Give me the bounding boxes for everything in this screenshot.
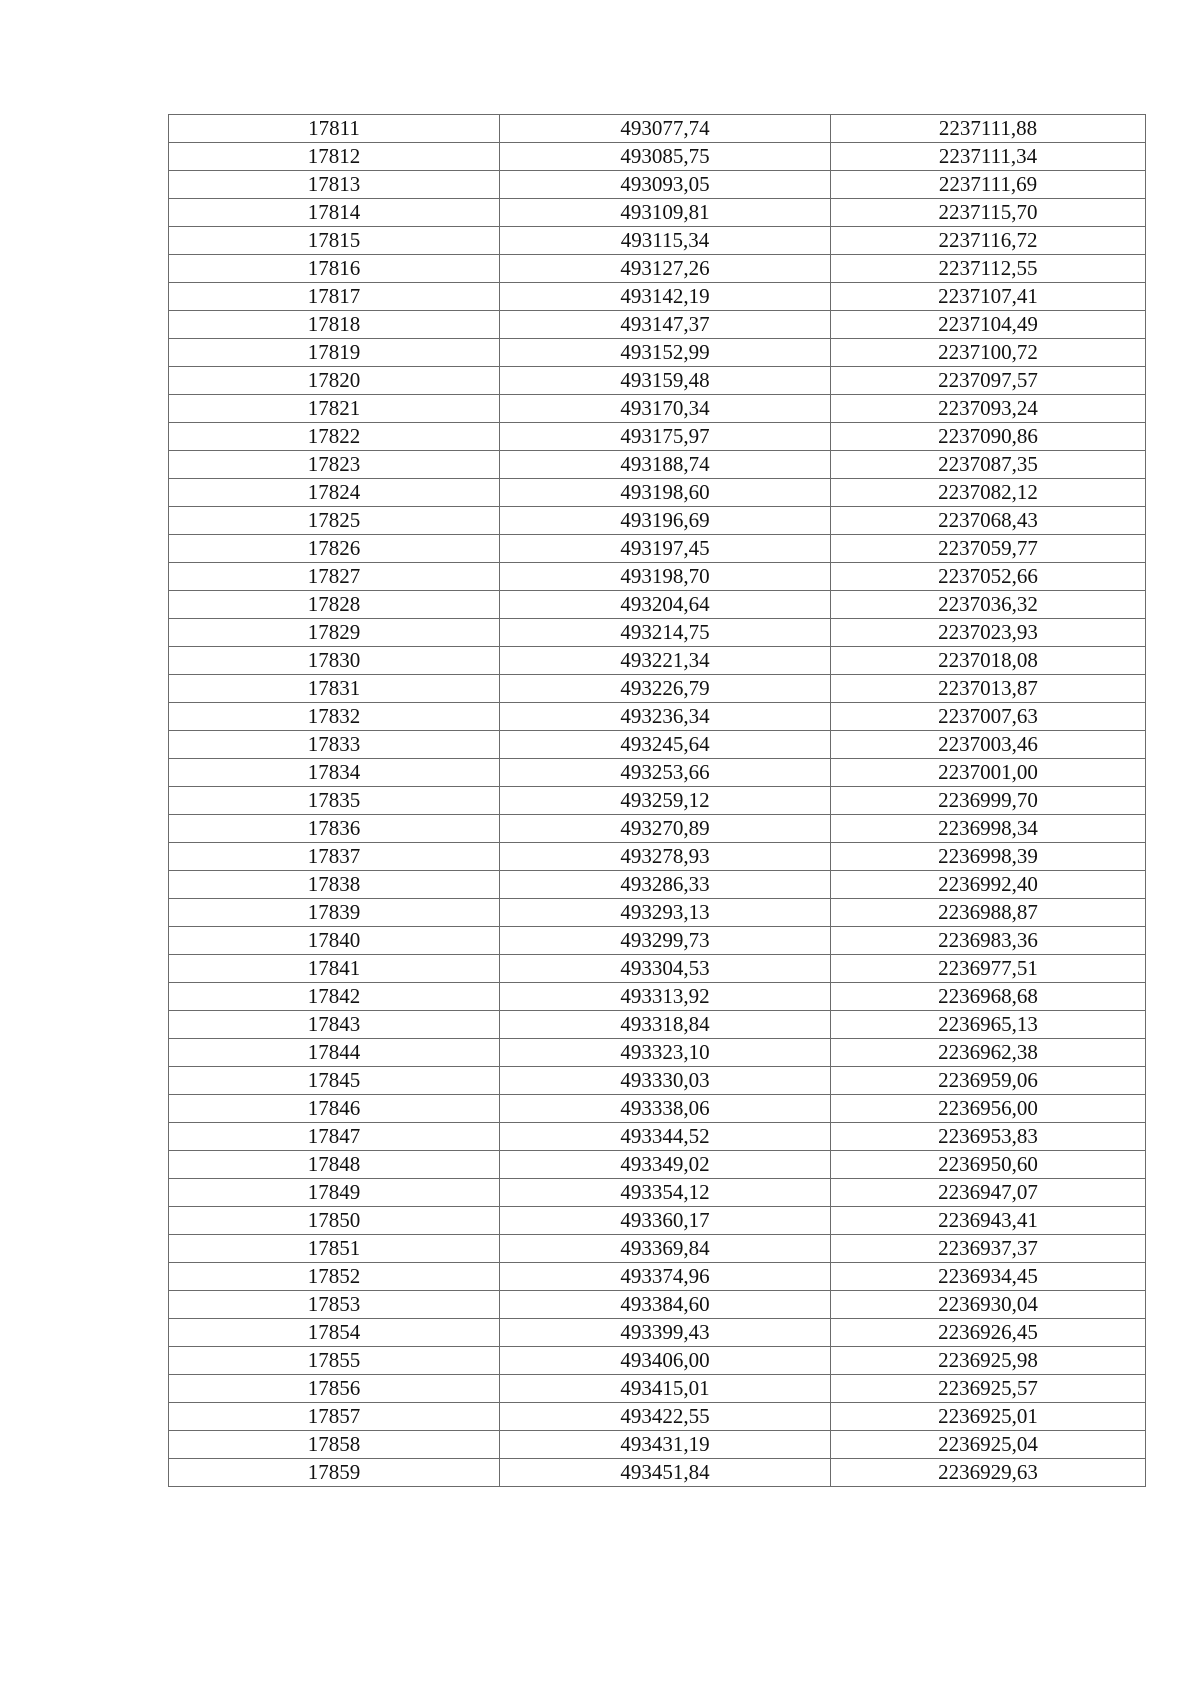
y-coordinate-cell: 2237052,66 xyxy=(831,563,1146,591)
x-coordinate-cell: 493197,45 xyxy=(500,535,831,563)
point-number-cell: 17827 xyxy=(169,563,500,591)
table-row xyxy=(169,1123,1146,1151)
y-coordinate-cell: 2237100,72 xyxy=(831,339,1146,367)
table-row xyxy=(169,1039,1146,1067)
x-coordinate-cell: 493451,84 xyxy=(500,1459,831,1487)
table-row xyxy=(169,563,1146,591)
x-coordinate-cell: 493236,34 xyxy=(500,703,831,731)
x-coordinate-cell: 493384,60 xyxy=(500,1291,831,1319)
y-coordinate-cell: 2237023,93 xyxy=(831,619,1146,647)
y-coordinate-cell: 2236943,41 xyxy=(831,1207,1146,1235)
point-number-cell: 17831 xyxy=(169,675,500,703)
point-number-cell: 17852 xyxy=(169,1263,500,1291)
y-coordinate-cell: 2237111,34 xyxy=(831,143,1146,171)
y-coordinate-cell: 2237059,77 xyxy=(831,535,1146,563)
point-number-cell: 17836 xyxy=(169,815,500,843)
point-number-cell: 17853 xyxy=(169,1291,500,1319)
y-coordinate-cell: 2236925,57 xyxy=(831,1375,1146,1403)
y-coordinate-cell: 2237115,70 xyxy=(831,199,1146,227)
x-coordinate-cell: 493170,34 xyxy=(500,395,831,423)
x-coordinate-cell: 493196,69 xyxy=(500,507,831,535)
y-coordinate-cell: 2236999,70 xyxy=(831,787,1146,815)
y-coordinate-cell: 2237018,08 xyxy=(831,647,1146,675)
x-coordinate-cell: 493330,03 xyxy=(500,1067,831,1095)
y-coordinate-cell: 2237003,46 xyxy=(831,731,1146,759)
table-row xyxy=(169,1459,1146,1487)
y-coordinate-cell: 2236934,45 xyxy=(831,1263,1146,1291)
table-row xyxy=(169,983,1146,1011)
x-coordinate-cell: 493422,55 xyxy=(500,1403,831,1431)
point-number-cell: 17856 xyxy=(169,1375,500,1403)
x-coordinate-cell: 493270,89 xyxy=(500,815,831,843)
y-coordinate-cell: 2237001,00 xyxy=(831,759,1146,787)
table-row xyxy=(169,115,1146,143)
y-coordinate-cell: 2237090,86 xyxy=(831,423,1146,451)
x-coordinate-cell: 493253,66 xyxy=(500,759,831,787)
point-number-cell: 17812 xyxy=(169,143,500,171)
x-coordinate-cell: 493152,99 xyxy=(500,339,831,367)
table-row xyxy=(169,1347,1146,1375)
x-coordinate-cell: 493159,48 xyxy=(500,367,831,395)
y-coordinate-cell: 2236998,34 xyxy=(831,815,1146,843)
x-coordinate-cell: 493338,06 xyxy=(500,1095,831,1123)
point-number-cell: 17847 xyxy=(169,1123,500,1151)
y-coordinate-cell: 2237116,72 xyxy=(831,227,1146,255)
x-coordinate-cell: 493323,10 xyxy=(500,1039,831,1067)
table-row xyxy=(169,311,1146,339)
table-row xyxy=(169,787,1146,815)
table-row xyxy=(169,1319,1146,1347)
x-coordinate-cell: 493304,53 xyxy=(500,955,831,983)
y-coordinate-cell: 2237007,63 xyxy=(831,703,1146,731)
point-number-cell: 17835 xyxy=(169,787,500,815)
y-coordinate-cell: 2236925,01 xyxy=(831,1403,1146,1431)
y-coordinate-cell: 2237087,35 xyxy=(831,451,1146,479)
table-row xyxy=(169,395,1146,423)
coordinate-table-body xyxy=(169,115,1146,1487)
table-row xyxy=(169,1067,1146,1095)
point-number-cell: 17817 xyxy=(169,283,500,311)
table-row xyxy=(169,759,1146,787)
point-number-cell: 17813 xyxy=(169,171,500,199)
x-coordinate-cell: 493259,12 xyxy=(500,787,831,815)
point-number-cell: 17839 xyxy=(169,899,500,927)
y-coordinate-cell: 2236983,36 xyxy=(831,927,1146,955)
table-row xyxy=(169,675,1146,703)
table-row xyxy=(169,1011,1146,1039)
x-coordinate-cell: 493188,74 xyxy=(500,451,831,479)
table-row xyxy=(169,199,1146,227)
point-number-cell: 17846 xyxy=(169,1095,500,1123)
table-row xyxy=(169,591,1146,619)
y-coordinate-cell: 2237111,69 xyxy=(831,171,1146,199)
point-number-cell: 17834 xyxy=(169,759,500,787)
point-number-cell: 17819 xyxy=(169,339,500,367)
table-row xyxy=(169,1291,1146,1319)
x-coordinate-cell: 493198,60 xyxy=(500,479,831,507)
table-row xyxy=(169,227,1146,255)
point-number-cell: 17837 xyxy=(169,843,500,871)
y-coordinate-cell: 2236956,00 xyxy=(831,1095,1146,1123)
point-number-cell: 17818 xyxy=(169,311,500,339)
y-coordinate-cell: 2237097,57 xyxy=(831,367,1146,395)
point-number-cell: 17821 xyxy=(169,395,500,423)
y-coordinate-cell: 2236962,38 xyxy=(831,1039,1146,1067)
coordinate-table xyxy=(168,114,1146,1487)
x-coordinate-cell: 493318,84 xyxy=(500,1011,831,1039)
x-coordinate-cell: 493226,79 xyxy=(500,675,831,703)
point-number-cell: 17855 xyxy=(169,1347,500,1375)
point-number-cell: 17849 xyxy=(169,1179,500,1207)
point-number-cell: 17843 xyxy=(169,1011,500,1039)
y-coordinate-cell: 2236925,98 xyxy=(831,1347,1146,1375)
x-coordinate-cell: 493198,70 xyxy=(500,563,831,591)
table-row xyxy=(169,647,1146,675)
y-coordinate-cell: 2237093,24 xyxy=(831,395,1146,423)
x-coordinate-cell: 493286,33 xyxy=(500,871,831,899)
x-coordinate-cell: 493085,75 xyxy=(500,143,831,171)
x-coordinate-cell: 493147,37 xyxy=(500,311,831,339)
point-number-cell: 17828 xyxy=(169,591,500,619)
x-coordinate-cell: 493204,64 xyxy=(500,591,831,619)
point-number-cell: 17832 xyxy=(169,703,500,731)
point-number-cell: 17850 xyxy=(169,1207,500,1235)
y-coordinate-cell: 2236953,83 xyxy=(831,1123,1146,1151)
point-number-cell: 17826 xyxy=(169,535,500,563)
x-coordinate-cell: 493142,19 xyxy=(500,283,831,311)
point-number-cell: 17814 xyxy=(169,199,500,227)
point-number-cell: 17829 xyxy=(169,619,500,647)
table-row xyxy=(169,507,1146,535)
y-coordinate-cell: 2236959,06 xyxy=(831,1067,1146,1095)
y-coordinate-cell: 2236977,51 xyxy=(831,955,1146,983)
table-row xyxy=(169,451,1146,479)
y-coordinate-cell: 2236965,13 xyxy=(831,1011,1146,1039)
x-coordinate-cell: 493127,26 xyxy=(500,255,831,283)
y-coordinate-cell: 2236926,45 xyxy=(831,1319,1146,1347)
point-number-cell: 17844 xyxy=(169,1039,500,1067)
x-coordinate-cell: 493109,81 xyxy=(500,199,831,227)
point-number-cell: 17851 xyxy=(169,1235,500,1263)
y-coordinate-cell: 2237107,41 xyxy=(831,283,1146,311)
y-coordinate-cell: 2236998,39 xyxy=(831,843,1146,871)
x-coordinate-cell: 493360,17 xyxy=(500,1207,831,1235)
table-row xyxy=(169,171,1146,199)
table-row xyxy=(169,899,1146,927)
y-coordinate-cell: 2237111,88 xyxy=(831,115,1146,143)
point-number-cell: 17825 xyxy=(169,507,500,535)
table-row xyxy=(169,1375,1146,1403)
table-row xyxy=(169,339,1146,367)
x-coordinate-cell: 493214,75 xyxy=(500,619,831,647)
table-row xyxy=(169,1403,1146,1431)
table-row xyxy=(169,143,1146,171)
point-number-cell: 17815 xyxy=(169,227,500,255)
table-row xyxy=(169,1179,1146,1207)
x-coordinate-cell: 493115,34 xyxy=(500,227,831,255)
table-row xyxy=(169,255,1146,283)
y-coordinate-cell: 2237104,49 xyxy=(831,311,1146,339)
x-coordinate-cell: 493278,93 xyxy=(500,843,831,871)
table-row xyxy=(169,1263,1146,1291)
y-coordinate-cell: 2236968,68 xyxy=(831,983,1146,1011)
x-coordinate-cell: 493313,92 xyxy=(500,983,831,1011)
point-number-cell: 17822 xyxy=(169,423,500,451)
table-row xyxy=(169,1151,1146,1179)
x-coordinate-cell: 493299,73 xyxy=(500,927,831,955)
x-coordinate-cell: 493349,02 xyxy=(500,1151,831,1179)
point-number-cell: 17842 xyxy=(169,983,500,1011)
table-row xyxy=(169,423,1146,451)
table-row xyxy=(169,703,1146,731)
x-coordinate-cell: 493293,13 xyxy=(500,899,831,927)
table-row xyxy=(169,927,1146,955)
point-number-cell: 17823 xyxy=(169,451,500,479)
point-number-cell: 17811 xyxy=(169,115,500,143)
x-coordinate-cell: 493431,19 xyxy=(500,1431,831,1459)
x-coordinate-cell: 493245,64 xyxy=(500,731,831,759)
point-number-cell: 17824 xyxy=(169,479,500,507)
x-coordinate-cell: 493374,96 xyxy=(500,1263,831,1291)
table-row xyxy=(169,367,1146,395)
y-coordinate-cell: 2236988,87 xyxy=(831,899,1146,927)
point-number-cell: 17854 xyxy=(169,1319,500,1347)
point-number-cell: 17845 xyxy=(169,1067,500,1095)
x-coordinate-cell: 493344,52 xyxy=(500,1123,831,1151)
y-coordinate-cell: 2237068,43 xyxy=(831,507,1146,535)
point-number-cell: 17816 xyxy=(169,255,500,283)
y-coordinate-cell: 2237082,12 xyxy=(831,479,1146,507)
point-number-cell: 17858 xyxy=(169,1431,500,1459)
point-number-cell: 17848 xyxy=(169,1151,500,1179)
table-row xyxy=(169,1207,1146,1235)
table-row xyxy=(169,731,1146,759)
x-coordinate-cell: 493415,01 xyxy=(500,1375,831,1403)
point-number-cell: 17841 xyxy=(169,955,500,983)
table-row xyxy=(169,815,1146,843)
x-coordinate-cell: 493077,74 xyxy=(500,115,831,143)
point-number-cell: 17838 xyxy=(169,871,500,899)
table-row xyxy=(169,1431,1146,1459)
x-coordinate-cell: 493175,97 xyxy=(500,423,831,451)
x-coordinate-cell: 493369,84 xyxy=(500,1235,831,1263)
y-coordinate-cell: 2236947,07 xyxy=(831,1179,1146,1207)
y-coordinate-cell: 2236937,37 xyxy=(831,1235,1146,1263)
table-row xyxy=(169,843,1146,871)
x-coordinate-cell: 493399,43 xyxy=(500,1319,831,1347)
table-row xyxy=(169,619,1146,647)
y-coordinate-cell: 2236950,60 xyxy=(831,1151,1146,1179)
table-row xyxy=(169,479,1146,507)
y-coordinate-cell: 2237013,87 xyxy=(831,675,1146,703)
table-row xyxy=(169,535,1146,563)
table-row xyxy=(169,283,1146,311)
table-row xyxy=(169,871,1146,899)
table-row xyxy=(169,1235,1146,1263)
point-number-cell: 17857 xyxy=(169,1403,500,1431)
y-coordinate-cell: 2236929,63 xyxy=(831,1459,1146,1487)
table-row xyxy=(169,1095,1146,1123)
point-number-cell: 17820 xyxy=(169,367,500,395)
y-coordinate-cell: 2236930,04 xyxy=(831,1291,1146,1319)
y-coordinate-cell: 2237036,32 xyxy=(831,591,1146,619)
y-coordinate-cell: 2236992,40 xyxy=(831,871,1146,899)
table-row xyxy=(169,955,1146,983)
y-coordinate-cell: 2236925,04 xyxy=(831,1431,1146,1459)
x-coordinate-cell: 493406,00 xyxy=(500,1347,831,1375)
x-coordinate-cell: 493093,05 xyxy=(500,171,831,199)
point-number-cell: 17830 xyxy=(169,647,500,675)
x-coordinate-cell: 493354,12 xyxy=(500,1179,831,1207)
point-number-cell: 17840 xyxy=(169,927,500,955)
point-number-cell: 17859 xyxy=(169,1459,500,1487)
y-coordinate-cell: 2237112,55 xyxy=(831,255,1146,283)
point-number-cell: 17833 xyxy=(169,731,500,759)
x-coordinate-cell: 493221,34 xyxy=(500,647,831,675)
